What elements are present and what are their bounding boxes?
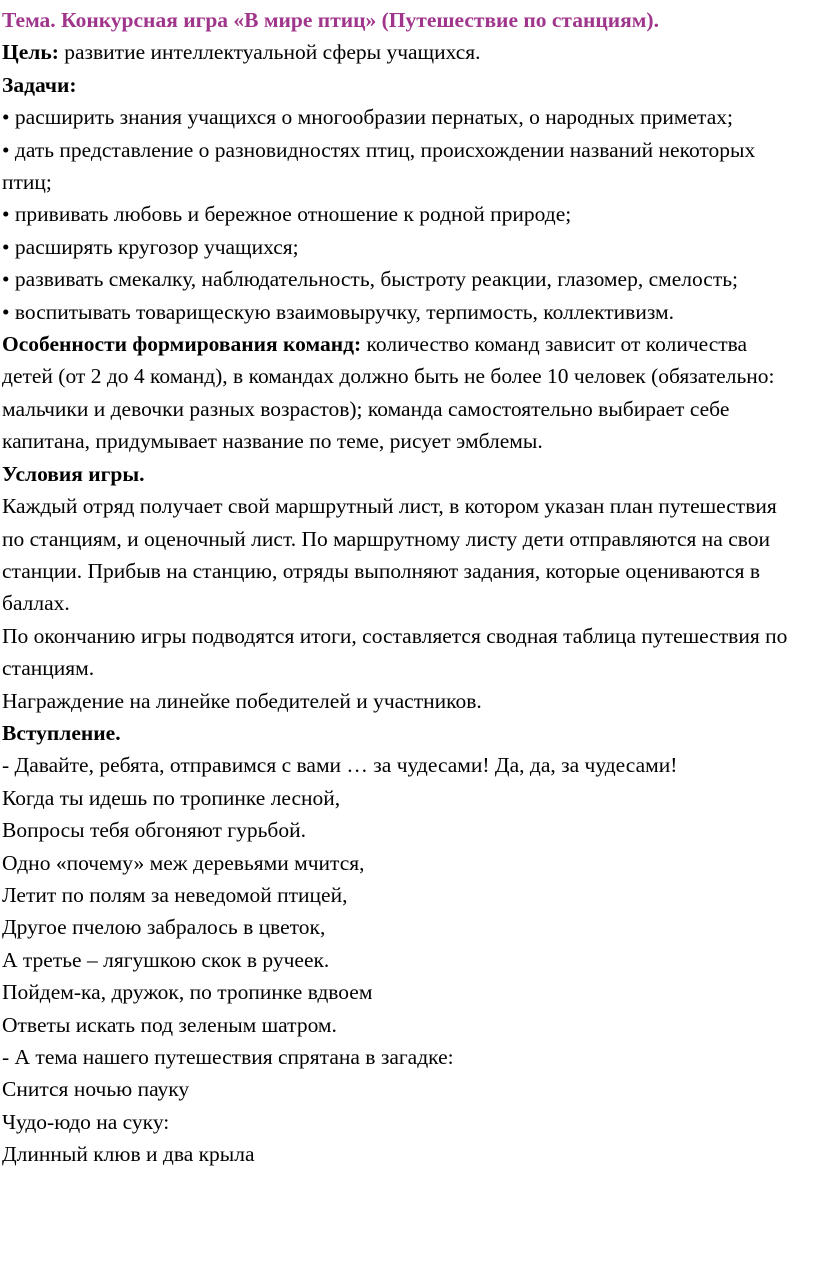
poem-line: Пойдем-ка, дружок, по тропинке вдвоем (2, 980, 373, 1005)
poem-line: Летит по полям за неведомой птицей, (2, 882, 348, 907)
teams-text: количество команд зависит от количества детей (от 2 до 4 команд), в командах должно быть не более 10 человек (обязательно: мальчики и девочки разных возрастов); команда самостоятельно выбирает себе капитана, придумывает название по теме, рисует эмблемы. (2, 332, 780, 454)
task-item: • дать представление о разновидностях птиц, происхождении названий некоторых птиц; (2, 137, 761, 195)
rules-heading: Условия игры. (2, 461, 145, 486)
rules-paragraph: По окончанию игры подводятся итоги, составляется сводная таблица путешествия по станциям. (2, 623, 793, 681)
riddle-line: Снится ночью пауку (2, 1077, 190, 1102)
poem-line: Одно «почему» меж деревьями мчится, (2, 850, 365, 875)
rules-paragraph: Награждение на линейке победителей и участников. (2, 688, 482, 713)
rules-paragraph: Каждый отряд получает свой маршрутный лист, в котором указан план путешествия по станциям, и оценочный лист. По маршрутному листу дети отправляются на свои станции. Прибыв на станцию, отряды выполняют задания, которые оцениваются в баллах. (2, 494, 783, 616)
tasks-heading: Задачи: (2, 72, 77, 97)
task-item: • развивать смекалку, наблюдательность, быстроту реакции, глазомер, смелость; (2, 267, 738, 292)
poem-line: Когда ты идешь по тропинке лесной, (2, 785, 341, 810)
riddle-line: Чудо-юдо на суку: (2, 1109, 170, 1134)
teams-paragraph (2, 328, 802, 458)
riddle-intro-line: - А тема нашего путешествия спрятана в загадке: (2, 1045, 454, 1069)
task-item: • расширить знания учащихся о многообразии пернатых, о народных приметах; (2, 105, 733, 130)
task-item: • прививать любовь и бережное отношение к родной природе; (2, 202, 572, 227)
intro-line: - Давайте, ребята, отправимся с вами … за чудесами! Да, да, за чудесами! (2, 753, 678, 778)
poem-line: Ответы искать под зеленым шатром. (2, 1012, 337, 1037)
poem-line: Вопросы тебя обгоняют гурьбой. (2, 818, 306, 843)
document-title: Тема. Конкурсная игра «В мире птиц» (Путешествие по станциям). (2, 8, 659, 32)
riddle-line: Длинный клюв и два крыла (2, 1142, 255, 1167)
poem-line: Другое пчелою забралось в цветок, (2, 915, 326, 940)
goal-text: развитие интеллектуальной сферы учащихся. (58, 40, 481, 65)
teams-label: Особенности формирования команд: (2, 332, 362, 357)
task-item: • расширять кругозор учащихся; (2, 234, 299, 259)
goal-paragraph (2, 36, 802, 68)
goal-label: Цель: (2, 40, 59, 65)
task-item: • воспитывать товарищескую взаимовыручку, терпимость, коллективизм. (2, 299, 675, 324)
poem-line: А третье – лягушкою скок в ручеек. (2, 947, 330, 972)
intro-heading: Вступление. (2, 720, 121, 745)
